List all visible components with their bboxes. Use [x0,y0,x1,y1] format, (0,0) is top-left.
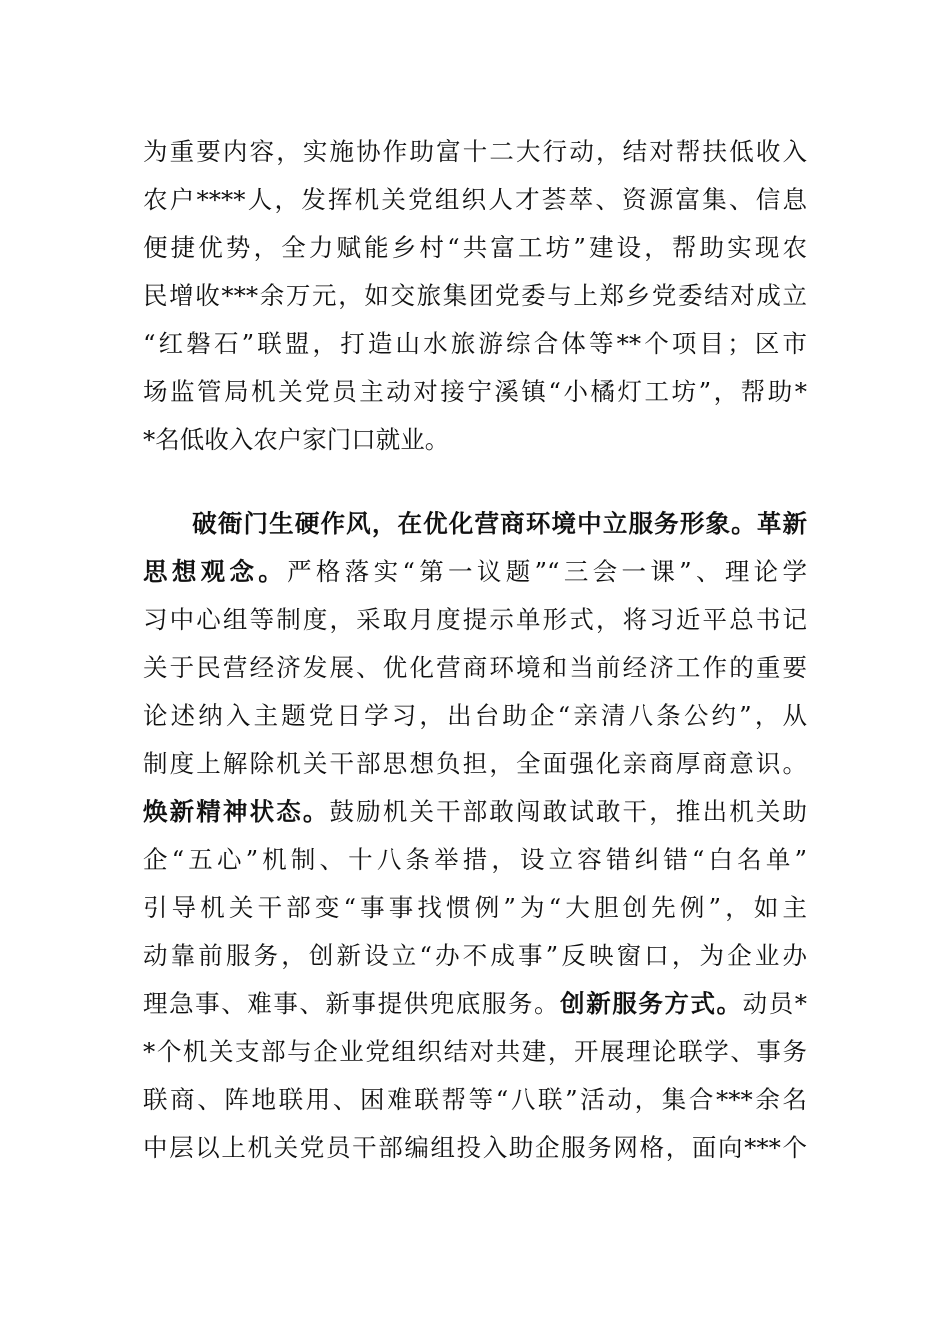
text-line: 联商、阵地联用、困难联帮等“八联”活动，集合***余名 [143,1085,807,1114]
text-line: 制度上解除机关干部思想负担，全面强化亲商厚商意识。 [143,749,807,778]
text-line [143,980,807,1028]
text-line: 引导机关干部变“事事找惯例”为“大胆创先例”，如主 [143,893,807,922]
text-line: 习中心组等制度，采取月度提示单形式，将习近平总书记 [143,605,807,634]
text-line: 民增收***余万元，如交旅集团党委与上郑乡党委结对成立 [143,281,807,310]
document-page [143,128,807,1172]
subheading-thought: 思想观念。 [143,557,288,586]
paragraph-1 [143,128,807,464]
text-line [143,788,807,836]
text-line: 关于民营经济发展、优化营商环境和当前经济工作的重要 [143,653,807,682]
body-text: 严格落实“第一议题”“三会一课”、理论学 [287,557,807,586]
paragraph-gap [143,464,807,500]
subheading-spirit: 焕新精神状态。 [143,797,330,826]
text-line: 企“五心”机制、十八条举措，设立容错纠错“白名单” [143,845,807,874]
text-line: *名低收入农户家门口就业。 [143,425,450,454]
body-text: 理急事、难事、新事提供兜底服务。 [143,989,561,1018]
text-line: 为重要内容，实施协作助富十二大行动，结对帮扶低收入 [143,137,807,166]
text-line [143,500,807,548]
text-line: 便捷优势，全力赋能乡村“共富工坊”建设，帮助实现农 [143,233,807,262]
text-line: 论述纳入主题党日学习，出台助企“亲清八条公约”，从 [143,701,807,730]
text-line: 场监管局机关党员主动对接宁溪镇“小橘灯工坊”，帮助* [143,377,807,406]
body-text: 动员* [742,989,808,1018]
text-line: “红磐石”联盟，打造山水旅游综合体等**个项目；区市 [143,329,807,358]
text-line: 中层以上机关党员干部编组投入助企服务网格，面向***个 [143,1133,807,1162]
body-text: 鼓励机关干部敢闯敢试敢干，推出机关助 [329,797,808,826]
text-line: 农户****人，发挥机关党组织人才荟萃、资源富集、信息 [143,185,807,214]
text-line: *个机关支部与企业党组织结对共建，开展理论联学、事务 [143,1037,807,1066]
text-line: 动靠前服务，创新设立“办不成事”反映窗口，为企业办 [143,941,807,970]
section-heading: 破衙门生硬作风，在优化营商环境中立服务形象。革新 [191,509,807,538]
subheading-service: 创新服务方式。 [560,989,743,1018]
text-line [143,548,807,596]
paragraph-2 [143,500,807,1172]
